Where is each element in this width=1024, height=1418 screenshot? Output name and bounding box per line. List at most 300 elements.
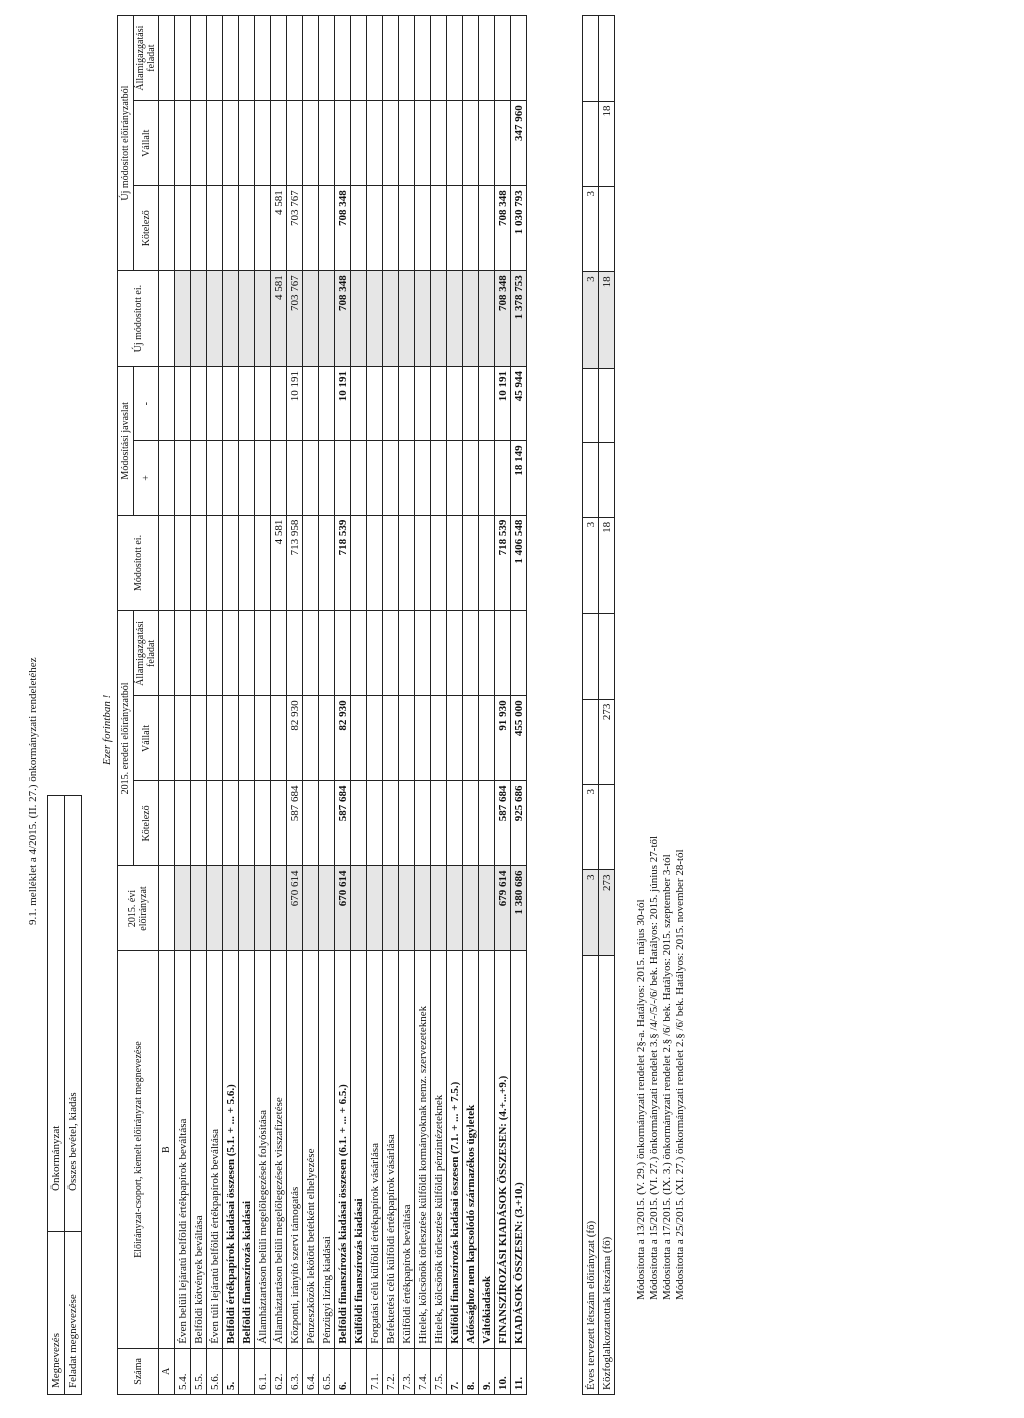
cell-uval: [271, 101, 287, 186]
cell-mod: [191, 515, 207, 611]
budget-table: [117, 15, 527, 1395]
cell-uall: [415, 16, 431, 101]
cell-val: [175, 696, 191, 781]
row-name: Külföldi finanszírozás kiadásai összesen (7.1. + ... + 7.5.): [447, 951, 463, 1348]
cell-uval: [415, 101, 431, 186]
staff-cell-kot: [599, 785, 615, 870]
cell-val: [351, 696, 367, 781]
id-box: [47, 795, 82, 1395]
cell-ukot: [223, 186, 239, 271]
cell-all: [287, 611, 303, 696]
cell-minus: [271, 367, 287, 441]
staff-cell-uall: [599, 16, 615, 102]
row-code: 7.1.: [367, 1348, 383, 1394]
cell-ukot: [319, 186, 335, 271]
cell-ev: 670 614: [335, 866, 351, 951]
cell-uall: [367, 16, 383, 101]
cell-all: [191, 611, 207, 696]
cell-mod: [239, 515, 255, 611]
row-code: 5.: [223, 1348, 239, 1394]
cell-uall: [207, 16, 223, 101]
cell-mod: [255, 515, 271, 611]
cell-ukot: [479, 186, 495, 271]
document-sheet: [25, 0, 985, 1395]
cell-kot: [367, 781, 383, 866]
staff-cell-ev: 273: [599, 870, 615, 955]
cell-kot: 587 684: [335, 781, 351, 866]
header-2015-evi: 2015. évi előirányzat: [118, 866, 159, 951]
cell-all: [383, 611, 399, 696]
row-name: FINANSZÍROZÁSI KIADÁSOK ÖSSZESEN: (4.+...+9.): [495, 951, 511, 1348]
annex-title: 9.1. melléklet a 4/2015. (II. 27.) önkormányzati rendeletéhez: [27, 657, 39, 925]
cell-mod: [207, 515, 223, 611]
cell-uval: [255, 101, 271, 186]
cell-all: [351, 611, 367, 696]
row-code: 5.5.: [191, 1348, 207, 1394]
table-row: [383, 16, 399, 1395]
cell-plus: [383, 441, 399, 515]
header-eredeti-group: 2015. eredeti előirányzatból: [118, 611, 134, 866]
row-code: 7.2.: [383, 1348, 399, 1394]
header-uj-allamigazgatasi: Államigazgatási feladat: [134, 16, 159, 101]
cell-plus: [319, 441, 335, 515]
cell-plus: [479, 441, 495, 515]
cell-ev: [367, 866, 383, 951]
row-code: 7.4.: [415, 1348, 431, 1394]
cell-uj: [431, 271, 447, 367]
cell-val: [239, 696, 255, 781]
cell-uval: [351, 101, 367, 186]
cell-all: [223, 611, 239, 696]
table-row: [463, 16, 479, 1395]
cell-minus: [351, 367, 367, 441]
staff-cell-all: [599, 614, 615, 699]
cell-uj: [319, 271, 335, 367]
cell-uall: [319, 16, 335, 101]
cell-uval: [463, 101, 479, 186]
staff-cell-ev: 3: [583, 870, 599, 955]
cell-all: [175, 611, 191, 696]
cell-uall: [399, 16, 415, 101]
cell-ukot: [447, 186, 463, 271]
cell-uval: [207, 101, 223, 186]
row-name: Éven belüli lejáratú belföldi értékpapírok beváltása: [175, 951, 191, 1348]
cell-minus: 10 191: [287, 367, 303, 441]
staff-cell-plus: [583, 443, 599, 518]
cell-all: [479, 611, 495, 696]
cell-minus: 10 191: [335, 367, 351, 441]
row-name: Belföldi értékpapírok kiadásai összesen (5.1. + ... + 5.6.): [223, 951, 239, 1348]
table-row: [351, 16, 367, 1395]
cell-kot: [463, 781, 479, 866]
header-uj-group: Új módosított előirányzatból: [118, 16, 134, 271]
cell-uall: [479, 16, 495, 101]
cell-uj: 708 348: [495, 271, 511, 367]
cell-minus: [191, 367, 207, 441]
cell-all: [431, 611, 447, 696]
cell-all: [399, 611, 415, 696]
cell-uj: [351, 271, 367, 367]
cell-ev: [303, 866, 319, 951]
row-code: 10.: [495, 1348, 511, 1394]
cell-all: [415, 611, 431, 696]
cell-all: [367, 611, 383, 696]
cell-ev: [399, 866, 415, 951]
cell-plus: [351, 441, 367, 515]
cell-val: 455 000: [511, 696, 527, 781]
cell-uval: [495, 101, 511, 186]
cell-val: 82 930: [287, 696, 303, 781]
header-uj-kotelezo: Kötelező: [134, 186, 159, 271]
cell-uj: [223, 271, 239, 367]
cell-uj: [479, 271, 495, 367]
cell-all: [447, 611, 463, 696]
table-row: [303, 16, 319, 1395]
cell-mod: 1 406 548: [511, 515, 527, 611]
cell-uj: 703 767: [287, 271, 303, 367]
staff-cell-uj: 18: [599, 272, 615, 368]
cell-uj: [463, 271, 479, 367]
cell-ev: 679 614: [495, 866, 511, 951]
cell-val: 91 930: [495, 696, 511, 781]
cell-all: [255, 611, 271, 696]
row-code: 5.4.: [175, 1348, 191, 1394]
modification-note: Módosította a 25/2015. (XI. 27.) önkormányzati rendelet 2.§ /6/ bek. Hatályos: 2015. november 28-tól: [674, 849, 686, 1300]
header-uj-modositott: Új módosított ei.: [118, 271, 159, 367]
cell-ukot: 703 767: [287, 186, 303, 271]
cell-ukot: [255, 186, 271, 271]
row-name: Államháztartáson belüli megelőlegezések folyósítása: [255, 951, 271, 1348]
header-uj-vallalt: Vállalt: [134, 101, 159, 186]
table-row: [399, 16, 415, 1395]
cell-minus: 10 191: [495, 367, 511, 441]
cell-all: [463, 611, 479, 696]
cell-ukot: 1 030 793: [511, 186, 527, 271]
header-eloiranyzat: Előirányzat-csoport, kiemelt előirányzat megnevezése: [118, 951, 159, 1348]
cell-plus: [287, 441, 303, 515]
cell-all: [271, 611, 287, 696]
header-allamigazgatasi: Államigazgatási feladat: [134, 611, 159, 696]
staff-cell-kot: 3: [583, 785, 599, 870]
row-name: Külföldi finanszírozás kiadásai: [351, 951, 367, 1348]
row-code: 6.2.: [271, 1348, 287, 1394]
cell-ukot: [399, 186, 415, 271]
row-code: 11.: [511, 1348, 527, 1394]
cell-uval: [239, 101, 255, 186]
cell-ev: [239, 866, 255, 951]
id-value-1: Önkormányzat: [48, 796, 65, 1232]
cell-plus: [495, 441, 511, 515]
cell-all: [303, 611, 319, 696]
cell-kot: [255, 781, 271, 866]
cell-kot: [431, 781, 447, 866]
cell-val: [223, 696, 239, 781]
staff-cell-val: [583, 699, 599, 784]
staff-cell-ukot: 3: [583, 186, 599, 271]
row-name: Központi, irányító szervi támogatás: [287, 951, 303, 1348]
row-code: 6.1.: [255, 1348, 271, 1394]
cell-mod: [351, 515, 367, 611]
cell-plus: [223, 441, 239, 515]
cell-uall: [239, 16, 255, 101]
cell-val: [463, 696, 479, 781]
cell-ukot: [383, 186, 399, 271]
cell-uval: [191, 101, 207, 186]
cell-uval: [175, 101, 191, 186]
cell-uj: [447, 271, 463, 367]
staff-cell-uval: 18: [599, 101, 615, 186]
cell-plus: [415, 441, 431, 515]
cell-minus: [447, 367, 463, 441]
row-name: Forgatási célú külföldi értékpapírok vásárlása: [367, 951, 383, 1348]
table-row: [367, 16, 383, 1395]
cell-ev: [271, 866, 287, 951]
cell-minus: [255, 367, 271, 441]
cell-kot: 587 684: [495, 781, 511, 866]
cell-plus: 18 149: [511, 441, 527, 515]
staff-cell-val: 273: [599, 699, 615, 784]
cell-uj: [239, 271, 255, 367]
header-col-b: B: [159, 951, 175, 1348]
row-name: KIADÁSOK ÖSSZESEN: (3.+10.): [511, 951, 527, 1348]
cell-uval: [367, 101, 383, 186]
cell-kot: [479, 781, 495, 866]
cell-ev: [319, 866, 335, 951]
cell-mod: [319, 515, 335, 611]
cell-mod: [367, 515, 383, 611]
cell-mod: [303, 515, 319, 611]
cell-uval: [303, 101, 319, 186]
cell-kot: [239, 781, 255, 866]
cell-minus: [383, 367, 399, 441]
cell-ev: [415, 866, 431, 951]
cell-mod: 718 539: [495, 515, 511, 611]
cell-uj: [303, 271, 319, 367]
cell-uall: [351, 16, 367, 101]
table-row: [239, 16, 255, 1395]
row-code: 7.: [447, 1348, 463, 1394]
id-value-2: Összes bevétel, kiadás: [65, 796, 82, 1232]
staff-cell-uj: 3: [583, 272, 599, 368]
cell-ev: [479, 866, 495, 951]
cell-minus: [367, 367, 383, 441]
cell-mod: [399, 515, 415, 611]
cell-uall: [255, 16, 271, 101]
cell-minus: [303, 367, 319, 441]
row-name: Pénzeszközök lekötött betétként elhelyezése: [303, 951, 319, 1348]
cell-ev: [383, 866, 399, 951]
table-row: [431, 16, 447, 1395]
row-code: 9.: [479, 1348, 495, 1394]
cell-minus: [415, 367, 431, 441]
cell-val: [207, 696, 223, 781]
cell-ukot: [351, 186, 367, 271]
row-name: Befektetési célú külföldi értékpapírok vásárlása: [383, 951, 399, 1348]
row-code: 6.5.: [319, 1348, 335, 1394]
cell-kot: [175, 781, 191, 866]
cell-minus: [479, 367, 495, 441]
cell-uval: [383, 101, 399, 186]
cell-mod: 718 539: [335, 515, 351, 611]
cell-ev: [351, 866, 367, 951]
row-code: 7.5.: [431, 1348, 447, 1394]
cell-uall: [271, 16, 287, 101]
cell-kot: [303, 781, 319, 866]
cell-mod: [415, 515, 431, 611]
modification-note: Módosította a 13/2015. (V. 29.) önkormányzati rendelet 2§-a. Hatályos: 2015. május 30-tól: [635, 899, 647, 1300]
cell-all: [511, 611, 527, 696]
cell-kot: [447, 781, 463, 866]
cell-ukot: [431, 186, 447, 271]
cell-mod: [447, 515, 463, 611]
staff-cell-minus: [599, 368, 615, 443]
table-row: [287, 16, 303, 1395]
cell-uall: [495, 16, 511, 101]
cell-uall: [447, 16, 463, 101]
id-label-1: Megnevezés: [48, 1232, 65, 1395]
row-code: 8.: [463, 1348, 479, 1394]
cell-uall: [431, 16, 447, 101]
staff-cell-mod: 18: [599, 517, 615, 613]
cell-plus: [271, 441, 287, 515]
cell-kot: [191, 781, 207, 866]
row-name: Hitelek, kölcsönök törlesztése külföldi kormányoknak nemz. szervezeteknek: [415, 951, 431, 1348]
cell-ev: [175, 866, 191, 951]
currency-note: Ezer forintban !: [101, 694, 113, 765]
cell-minus: [223, 367, 239, 441]
cell-plus: [367, 441, 383, 515]
cell-ev: [191, 866, 207, 951]
header-modositott: Módosított ei.: [118, 515, 159, 611]
row-name: Belföldi finanszírozás kiadásai összesen (6.1. + ... + 6.5.): [335, 951, 351, 1348]
cell-plus: [239, 441, 255, 515]
cell-minus: 45 944: [511, 367, 527, 441]
row-code: [239, 1348, 255, 1394]
cell-val: [319, 696, 335, 781]
cell-mod: [463, 515, 479, 611]
budget-rows: [175, 16, 527, 1395]
cell-val: [479, 696, 495, 781]
staff-cell-ukot: [599, 186, 615, 271]
header-vallalt: Vállalt: [134, 696, 159, 781]
row-name: Belföldi kötvények beváltása: [191, 951, 207, 1348]
cell-all: [319, 611, 335, 696]
cell-uall: [175, 16, 191, 101]
cell-mod: [479, 515, 495, 611]
cell-ev: 1 380 686: [511, 866, 527, 951]
cell-uj: [175, 271, 191, 367]
cell-plus: [399, 441, 415, 515]
cell-plus: [191, 441, 207, 515]
row-name: Államháztartáson belüli megelőlegezések visszafizetése: [271, 951, 287, 1348]
cell-all: [207, 611, 223, 696]
cell-uj: [383, 271, 399, 367]
staff-row: [583, 16, 599, 1395]
staff-cell-mod: 3: [583, 517, 599, 613]
cell-plus: [207, 441, 223, 515]
row-name: Külföldi értékpapírok beváltása: [399, 951, 415, 1348]
table-row: [223, 16, 239, 1395]
cell-plus: [463, 441, 479, 515]
header-modositasi-javaslat: Módosítási javaslat: [118, 367, 134, 516]
cell-ukot: [303, 186, 319, 271]
row-code: 6.3.: [287, 1348, 303, 1394]
row-code: 7.3.: [399, 1348, 415, 1394]
table-row: [495, 16, 511, 1395]
cell-uj: [415, 271, 431, 367]
row-name: Váltókiadások: [479, 951, 495, 1348]
cell-uval: [319, 101, 335, 186]
cell-uall: [463, 16, 479, 101]
cell-kot: [271, 781, 287, 866]
cell-kot: [319, 781, 335, 866]
cell-val: [399, 696, 415, 781]
cell-val: [383, 696, 399, 781]
cell-ukot: [207, 186, 223, 271]
row-name: Adóssághoz nem kapcsolódó származékos ügyletek: [463, 951, 479, 1348]
cell-uall: [287, 16, 303, 101]
cell-uall: [335, 16, 351, 101]
cell-all: [239, 611, 255, 696]
cell-val: [431, 696, 447, 781]
cell-ukot: [191, 186, 207, 271]
cell-mod: 713 958: [287, 515, 303, 611]
cell-mod: [175, 515, 191, 611]
cell-kot: [415, 781, 431, 866]
modification-notes: [635, 836, 687, 1300]
cell-val: 82 930: [335, 696, 351, 781]
cell-kot: [223, 781, 239, 866]
cell-minus: [463, 367, 479, 441]
cell-uj: 1 378 753: [511, 271, 527, 367]
cell-val: [303, 696, 319, 781]
table-row: [415, 16, 431, 1395]
cell-minus: [319, 367, 335, 441]
row-name: Hitelek, kölcsönök törlesztése külföldi pénzintézeteknek: [431, 951, 447, 1348]
cell-ukot: [415, 186, 431, 271]
row-name: Pénzügyi lízing kiadásai: [319, 951, 335, 1348]
cell-plus: [431, 441, 447, 515]
table-row: [271, 16, 287, 1395]
cell-uval: [335, 101, 351, 186]
cell-minus: [207, 367, 223, 441]
cell-uj: 708 348: [335, 271, 351, 367]
cell-plus: [335, 441, 351, 515]
table-row: [255, 16, 271, 1395]
cell-ev: [207, 866, 223, 951]
cell-plus: [255, 441, 271, 515]
table-row: [335, 16, 351, 1395]
cell-uall: [223, 16, 239, 101]
cell-kot: 925 686: [511, 781, 527, 866]
cell-val: [367, 696, 383, 781]
cell-ev: [447, 866, 463, 951]
table-row: [479, 16, 495, 1395]
cell-mod: [431, 515, 447, 611]
cell-minus: [399, 367, 415, 441]
cell-ev: [223, 866, 239, 951]
cell-all: [335, 611, 351, 696]
cell-plus: [447, 441, 463, 515]
row-code: [351, 1348, 367, 1394]
staff-table: [582, 15, 615, 1395]
cell-uall: [191, 16, 207, 101]
staff-row: [599, 16, 615, 1395]
cell-kot: [383, 781, 399, 866]
row-code: 5.6.: [207, 1348, 223, 1394]
staff-cell-minus: [583, 368, 599, 443]
cell-ukot: 708 348: [495, 186, 511, 271]
